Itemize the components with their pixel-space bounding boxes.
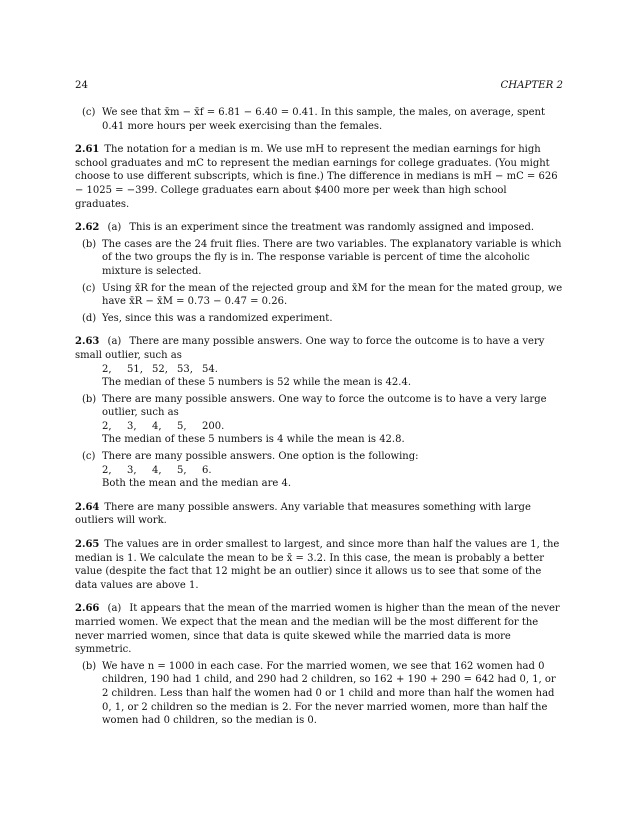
- page-content: [75, 106, 563, 728]
- problem-number: 2.63: [75, 336, 100, 348]
- problem-2-61: [75, 143, 563, 211]
- part-text: We have n = 1000 in each case. For the married women, we see that 162 women had 0 children, 190 had 1 child, and 290 had 2 children, so 162 + 190 + 290 = 642 had 0, 1, or 2 children. Less than half the women had 0 or 1 child and more than half the women had 0, 1, or 2 children so the median is 2. For the never married women, more than half the women had 0 children, so the median is 0.: [102, 660, 556, 727]
- part-label: (c): [82, 107, 96, 118]
- part-label: (b): [82, 238, 97, 250]
- value-item: 53,: [177, 363, 193, 375]
- part-label: (c): [82, 451, 96, 463]
- part-label: (a): [107, 336, 122, 348]
- problem-2-63: [75, 335, 563, 362]
- value-item: 3,: [127, 464, 137, 476]
- problem-2-63-part-b: [75, 393, 563, 447]
- part-label: (a): [107, 603, 122, 615]
- part-text: It appears that the mean of the married women is higher than the mean of the never married women. We expect that the mean and the median will be the most different for the never married women, since that data is quite skewed while the married data is more symmetric.: [75, 603, 560, 656]
- result-text: Both the mean and the median are 4.: [102, 478, 292, 490]
- result-text: The median of these 5 numbers is 52 while the mean is 42.4.: [102, 377, 412, 389]
- part-label: (b): [82, 393, 97, 405]
- problem-text: The notation for a median is m. We use mH to represent the median earnings for high school graduates and mC to represent the median earnings for college graduates. (You might choose to use different subscripts, which is fine.) The difference in medians is mH − mC = 626 − 1025 = −399. College graduates earn about $400 more per week than high school graduates.: [75, 144, 558, 210]
- page-number: 24: [75, 80, 88, 91]
- problem-text: There are many possible answers. Any variable that measures something with large outliers will work.: [75, 501, 531, 527]
- problem-number: 2.64: [75, 501, 100, 513]
- value-item: 51,: [127, 363, 143, 375]
- problem-number: 2.61: [75, 144, 100, 156]
- value-item: 4,: [152, 420, 162, 432]
- part-text: The cases are the 24 fruit flies. There are two variables. The explanatory variable is which of the two groups the fly is in. The response variable is percent of time the alcoholic mixture is selected.: [102, 238, 562, 277]
- part-label: (a): [107, 222, 122, 234]
- part-text: This is an experiment since the treatment was randomly assigned and imposed.: [129, 222, 535, 234]
- part-label: (b): [82, 660, 97, 672]
- part-text: Using x̄R for the mean of the rejected group and x̄M for the mean for the mated group, we have x̄R − x̄M = 0.73 − 0.47 = 0.26.: [102, 282, 563, 308]
- page-header: [75, 79, 563, 93]
- problem-2-63-part-a-values: [75, 363, 563, 390]
- value-item: 5,: [177, 420, 187, 432]
- part-text: There are many possible answers. One way to force the outcome is to have a very large outlier, such as: [102, 393, 547, 419]
- part-text: There are many possible answers. One option is the following:: [102, 451, 419, 463]
- value-list: [102, 464, 563, 478]
- problem-2-63-part-c: [75, 450, 563, 491]
- continued-part-c: [75, 106, 563, 133]
- part-text: We see that x̄m − x̄f = 6.81 − 6.40 = 0.41. In this sample, the males, on average, spent 0.41 more hours per week exercising than the females.: [102, 107, 545, 132]
- value-item: 2,: [102, 420, 112, 432]
- problem-text: The values are in order smallest to largest, and since more than half the values are 1, the median is 1. We calculate the mean to be x̄ = 3.2. In this case, the mean is probably a better value (despite the fact that 12 might be an outlier) since it allows us to see that some of the data values are above 1.: [75, 539, 560, 591]
- value-item: 5,: [177, 464, 187, 476]
- value-item: 200.: [202, 420, 225, 432]
- value-item: 2,: [102, 464, 112, 476]
- part-text: Yes, since this was a randomized experiment.: [102, 312, 333, 324]
- problem-number: 2.66: [75, 603, 100, 615]
- problem-2-62-part-d: [75, 312, 563, 326]
- chapter-title: CHAPTER 2: [500, 80, 563, 91]
- problem-2-66-part-b: [75, 660, 563, 728]
- value-item: 3,: [127, 420, 137, 432]
- result-text: The median of these 5 numbers is 4 while the mean is 42.8.: [102, 434, 405, 446]
- problem-number: 2.65: [75, 539, 100, 551]
- value-item: 54.: [202, 363, 218, 375]
- problem-2-62: [75, 221, 563, 235]
- value-list: [102, 420, 563, 434]
- value-item: 2,: [102, 363, 112, 375]
- value-list: [102, 363, 563, 377]
- part-label: (d): [82, 312, 97, 324]
- problem-2-62-part-c: [75, 282, 563, 309]
- problem-2-62-part-b: [75, 238, 563, 279]
- part-text: There are many possible answers. One way to force the outcome is to have a very small outlier, such as: [75, 336, 545, 361]
- problem-2-65: [75, 538, 563, 592]
- value-item: 4,: [152, 464, 162, 476]
- value-item: 6.: [202, 464, 212, 476]
- value-item: 52,: [152, 363, 168, 375]
- problem-2-66: [75, 602, 563, 656]
- part-label: (c): [82, 282, 96, 294]
- problem-number: 2.62: [75, 222, 100, 234]
- problem-2-64: [75, 501, 563, 528]
